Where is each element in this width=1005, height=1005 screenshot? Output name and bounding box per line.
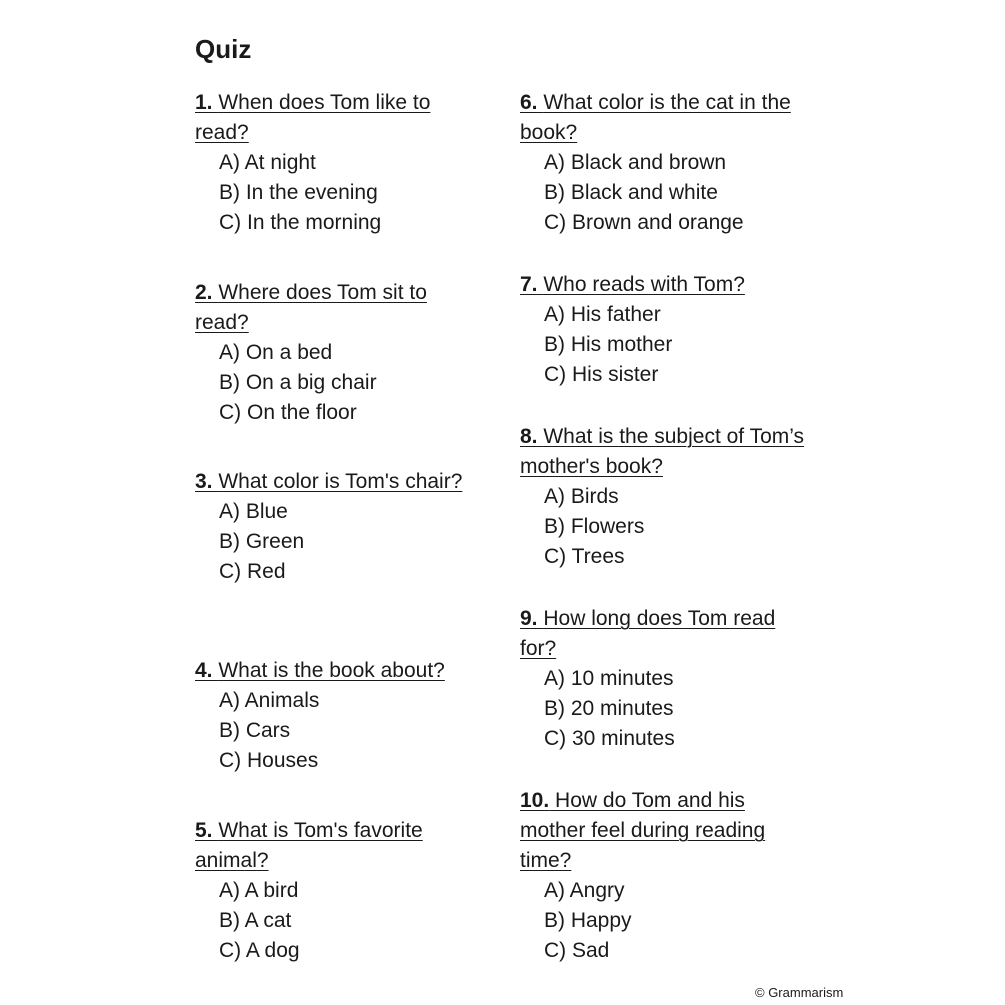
question-text <box>520 270 820 300</box>
question-7 <box>520 270 820 390</box>
question-prompt: What is Tom's favorite animal? <box>195 819 423 872</box>
answer-options <box>520 300 820 390</box>
question-text <box>195 656 485 686</box>
question-number: 2. <box>195 281 213 304</box>
answer-option: C) Brown and orange <box>544 211 744 234</box>
question-1 <box>195 88 465 238</box>
answer-option: B) Black and white <box>544 181 718 204</box>
question-text <box>520 604 800 664</box>
question-number: 9. <box>520 607 538 630</box>
question-number: 8. <box>520 425 538 448</box>
question-number: 6. <box>520 91 538 114</box>
answer-options <box>520 664 800 754</box>
answer-options <box>195 338 465 428</box>
question-number: 1. <box>195 91 213 114</box>
answer-option: C) Houses <box>219 749 319 772</box>
answer-option: B) Happy <box>544 909 632 932</box>
answer-option: C) His sister <box>544 363 659 386</box>
question-number: 7. <box>520 273 538 296</box>
question-number: 5. <box>195 819 213 842</box>
answer-option: B) On a big chair <box>219 371 377 394</box>
question-text <box>195 816 455 876</box>
question-2 <box>195 278 465 428</box>
answer-option: A) A bird <box>219 879 299 902</box>
page-title: Quiz <box>195 34 252 64</box>
question-9 <box>520 604 800 754</box>
answer-option: B) Flowers <box>544 515 645 538</box>
answer-option: B) A cat <box>219 909 292 932</box>
question-number: 4. <box>195 659 213 682</box>
answer-options <box>195 497 465 587</box>
answer-option: B) His mother <box>544 333 673 356</box>
answer-option: B) Green <box>219 530 305 553</box>
question-prompt: What is the subject of Tom’s mother's book? <box>520 425 805 478</box>
answer-option: A) Animals <box>219 689 320 712</box>
answer-option: A) Blue <box>219 500 288 523</box>
question-3 <box>195 467 465 587</box>
answer-option: C) On the floor <box>219 401 357 424</box>
answer-option: A) Angry <box>544 879 625 902</box>
question-prompt: When does Tom like to read? <box>195 91 431 144</box>
question-prompt: What color is the cat in the book? <box>520 91 791 144</box>
answer-option: C) In the morning <box>219 211 382 234</box>
answer-option: A) His father <box>544 303 661 326</box>
answer-option: B) Cars <box>219 719 291 742</box>
answer-options <box>520 148 820 238</box>
answer-option: C) Sad <box>544 939 610 962</box>
answer-option: A) Birds <box>544 485 619 508</box>
question-text <box>520 786 785 876</box>
question-5 <box>195 816 455 966</box>
answer-option: C) Red <box>219 560 286 583</box>
answer-option: B) 20 minutes <box>544 697 674 720</box>
question-number: 10. <box>520 789 550 812</box>
question-prompt: How long does Tom read for? <box>520 607 776 660</box>
answer-option: A) At night <box>219 151 316 174</box>
answer-options <box>195 876 455 966</box>
question-text <box>195 88 465 148</box>
question-text <box>195 278 465 338</box>
answer-option: B) In the evening <box>219 181 378 204</box>
question-8 <box>520 422 820 572</box>
answer-option: C) 30 minutes <box>544 727 675 750</box>
question-prompt: How do Tom and his mother feel during reading time? <box>520 789 766 872</box>
copyright-footer: © Grammarism <box>755 985 844 1000</box>
answer-options <box>520 482 820 572</box>
question-10 <box>520 786 785 966</box>
answer-options <box>195 686 485 776</box>
answer-option: C) Trees <box>544 545 625 568</box>
question-text <box>520 88 820 148</box>
question-prompt: Who reads with Tom? <box>543 273 745 296</box>
question-prompt: What color is Tom's chair? <box>218 470 463 493</box>
question-6 <box>520 88 820 238</box>
answer-option: A) On a bed <box>219 341 333 364</box>
answer-option: C) A dog <box>219 939 300 962</box>
answer-options <box>195 148 465 238</box>
question-text <box>520 422 820 482</box>
answer-options <box>520 876 785 966</box>
answer-option: A) Black and brown <box>544 151 727 174</box>
question-text <box>195 467 465 497</box>
answer-option: A) 10 minutes <box>544 667 674 690</box>
question-prompt: Where does Tom sit to read? <box>195 281 427 334</box>
question-prompt: What is the book about? <box>218 659 445 682</box>
question-4 <box>195 656 485 776</box>
question-number: 3. <box>195 470 213 493</box>
